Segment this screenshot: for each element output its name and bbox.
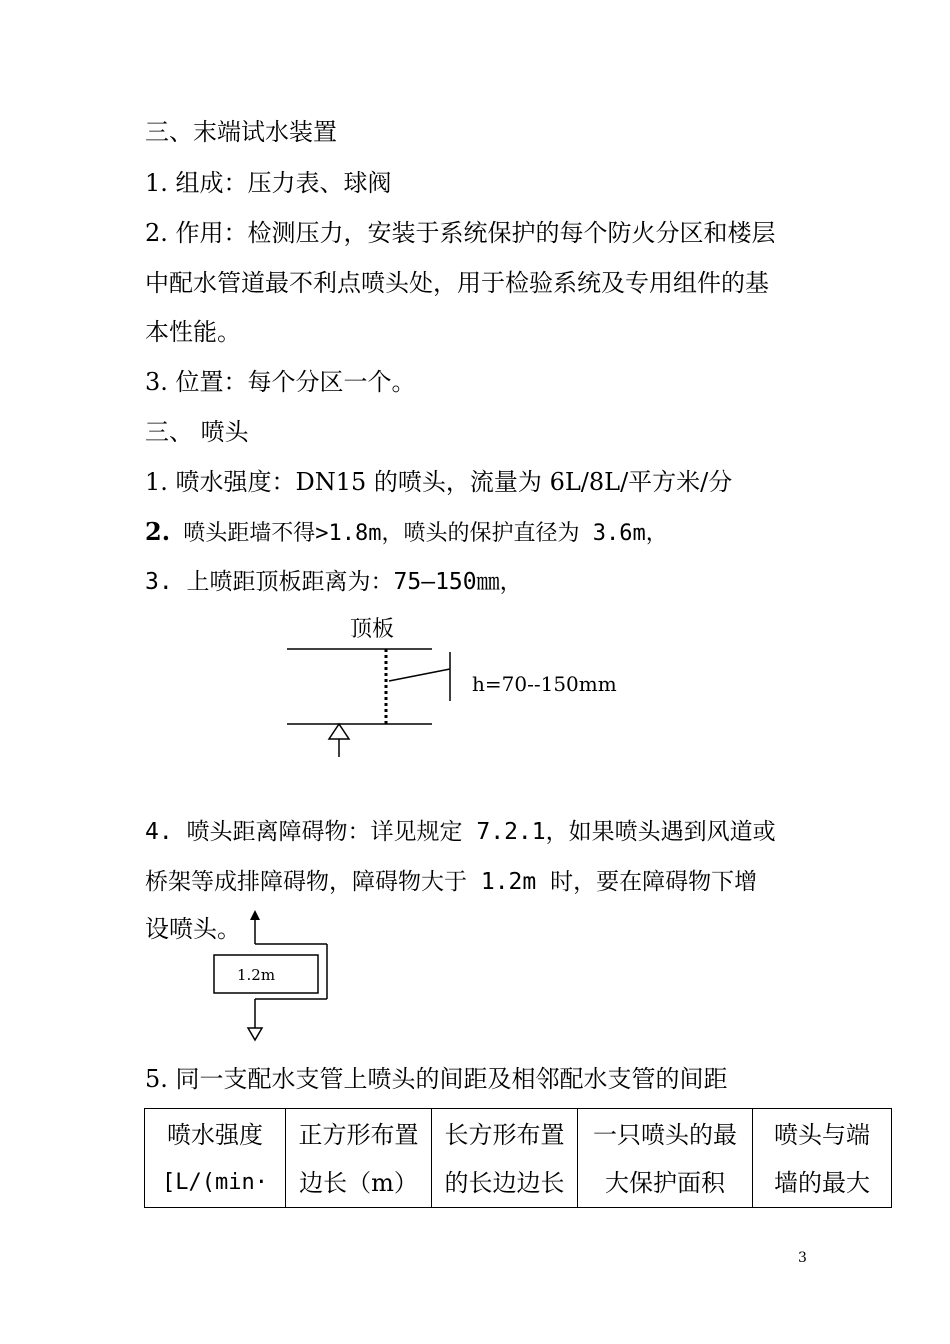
- header-line: 长方形布置: [444, 1121, 565, 1149]
- page-number: 3: [798, 1250, 807, 1266]
- obstacle-width-label: 1.2m: [237, 966, 276, 984]
- down-sprinkler-icon: [248, 1028, 262, 1040]
- text-line-obstacle-cont: [145, 866, 757, 897]
- table-header-row: [145, 1109, 892, 1208]
- header-line: [L/(min·: [162, 1170, 268, 1195]
- text-line-spacing: 5. 同一支配水支管上喷头的间距及相邻配水支管的间距: [145, 1065, 728, 1093]
- header-line: 墙的最大: [774, 1169, 870, 1197]
- list-text: 喷头距墙不得>1.8m，喷头的保护直径为 3.6m，: [170, 521, 668, 546]
- header-line: 正方形布置: [298, 1121, 419, 1149]
- text-line-composition: 1. 组成：压力表、球阀: [145, 169, 392, 197]
- header-spray-intensity: [145, 1109, 286, 1208]
- up-arrow-icon: [250, 910, 260, 920]
- height-range-label: h=70--150mm: [472, 672, 617, 696]
- obstacle-text-1: 4. 喷头距离障碍物：详见规定 7.2.1，如果喷头遇到风道或: [145, 819, 776, 845]
- ceiling-label: 顶板: [350, 617, 395, 642]
- ceiling-distance-diagram: [287, 649, 450, 757]
- header-line: 大保护面积: [605, 1169, 725, 1197]
- header-line: 一只喷头的最: [593, 1121, 737, 1149]
- header-line: 喷头与端: [774, 1121, 870, 1149]
- text-line-obstacle: [145, 816, 776, 847]
- text-line-function-end: 本性能。: [145, 318, 241, 346]
- header-rect-layout: [432, 1109, 578, 1208]
- text-line-function: 2. 作用：检测压力，安装于系统保护的每个防火分区和楼层: [145, 219, 776, 247]
- text-line-ceiling-distance: 3. 上喷距顶板距离为：75—150㎜，: [145, 569, 523, 595]
- header-line: 边长（m）: [299, 1169, 418, 1197]
- spacing-table: [144, 1108, 892, 1208]
- section-heading-terminal-test: 三、末端试水装置: [145, 118, 337, 146]
- list-number: 2.: [145, 517, 171, 546]
- header-line: 的长边边长: [444, 1169, 565, 1197]
- text-line-position: 3. 位置：每个分区一个。: [145, 368, 416, 396]
- section-heading-sprinkler: 三、 喷头: [145, 418, 249, 446]
- text-line-obstacle-end: 设喷头。: [145, 915, 241, 943]
- header-end-wall: [753, 1109, 892, 1208]
- text-line-spray-intensity: 1. 喷水强度：DN15 的喷头，流量为 6L/8L/平方米/分: [145, 468, 733, 496]
- sprinkler-triangle-icon: [329, 724, 349, 739]
- header-square-layout: [286, 1109, 432, 1208]
- text-line-function-cont: 中配水管道最不利点喷头处，用于检验系统及专用组件的基: [145, 269, 769, 297]
- header-max-area: [578, 1109, 753, 1208]
- obstacle-text-2: 桥架等成排障碍物，障碍物大于 1.2m 时，要在障碍物下增: [145, 869, 758, 895]
- leader-line: [389, 669, 450, 681]
- header-line: 喷水强度: [167, 1121, 263, 1149]
